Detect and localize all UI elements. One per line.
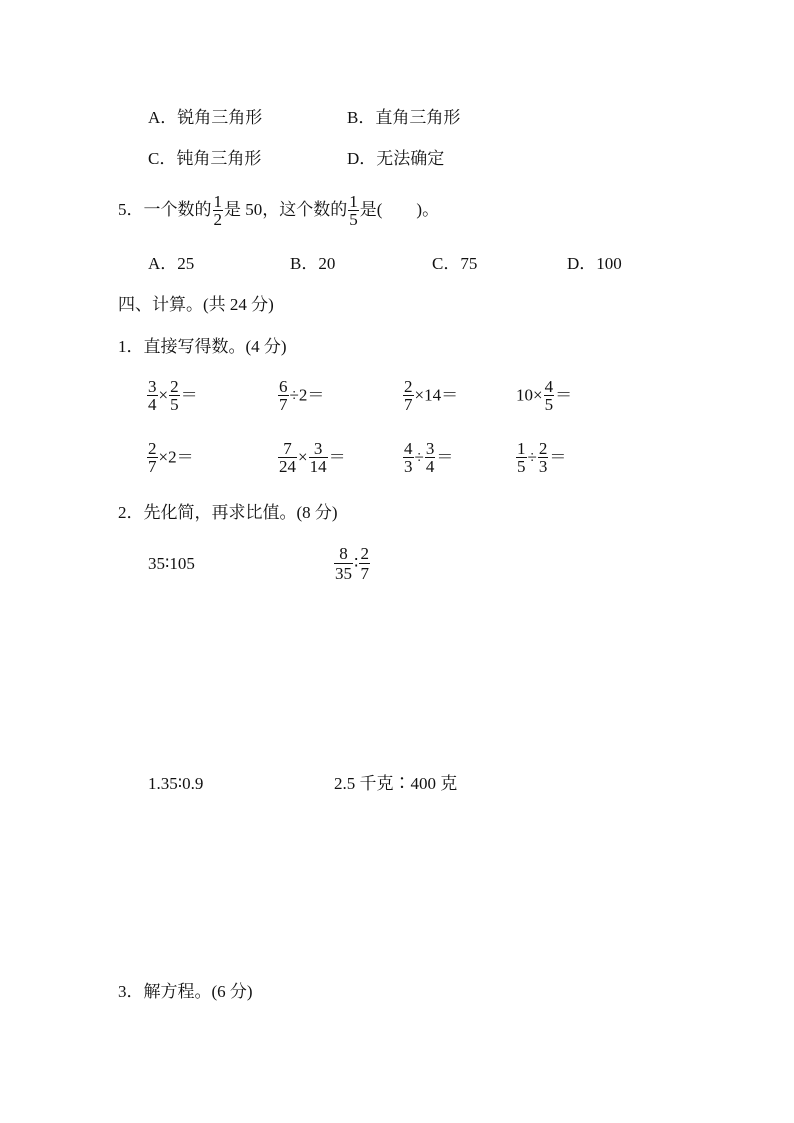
question-number: 5．: [118, 200, 144, 220]
expression-6: $\frac{7}{24}$ × $\frac{3}{14}$ ＝: [279, 439, 346, 476]
fraction: $\frac{3}{14}$: [309, 439, 327, 476]
q5-option-a: A．25: [148, 254, 195, 273]
fraction: $\frac{2}{7}$: [148, 439, 157, 476]
fraction: $\frac{3}{4}$: [425, 439, 435, 476]
ratio-2: $\frac{8}{35}$ ∶ $\frac{2}{7}$: [335, 544, 369, 583]
fraction: $\frac{2}{7}$: [404, 377, 413, 414]
part2-title: 2．先化简，再求比值。(8 分): [118, 503, 338, 522]
fraction: $\frac{7}{24}$: [279, 439, 296, 476]
section-title: 四、计算。(共 24 分): [118, 295, 274, 314]
ratio-3: 1.35∶0.9: [148, 774, 204, 793]
fraction: $\frac{2}{3}$: [538, 439, 548, 476]
option-d: D．无法确定: [347, 149, 445, 168]
fraction: $\frac{4}{3}$: [404, 439, 413, 476]
fraction: $\frac{3}{4}$: [148, 377, 157, 414]
expression-8: $\frac{1}{5}$ ÷ $\frac{2}{3}$ ＝: [517, 439, 567, 476]
expression-1: $\frac{3}{4}$ × $\frac{2}{5}$ ＝: [148, 377, 198, 414]
option-b: B．直角三角形: [347, 108, 461, 127]
fraction: $\frac{1}{5}$: [349, 191, 358, 229]
fraction: $\frac{4}{5}$: [544, 377, 554, 414]
fraction: $\frac{2}{5}$: [170, 377, 179, 414]
q5-option-d: D．100: [567, 254, 622, 273]
ratio-4: 2.5 千克∶400 克: [334, 774, 458, 793]
expression-4: 10× $\frac{4}{5}$ ＝: [516, 377, 573, 414]
fraction: $\frac{1}{2}$: [213, 191, 222, 229]
question-text: 是( )。: [359, 200, 440, 220]
question-text: 一个数的: [143, 200, 212, 220]
question-5: [118, 190, 439, 229]
option-a: A．锐角三角形: [148, 108, 263, 127]
expression-5: $\frac{2}{7}$ ×2＝: [148, 439, 194, 476]
q5-option-b: B．20: [290, 254, 336, 273]
expression-3: $\frac{2}{7}$ ×14＝: [404, 377, 459, 414]
expression-7: $\frac{4}{3}$ ÷ $\frac{3}{4}$ ＝: [404, 439, 454, 476]
fraction: $\frac{1}{5}$: [517, 439, 526, 476]
option-c: C．钝角三角形: [148, 149, 262, 168]
fraction: $\frac{8}{35}$: [335, 544, 352, 583]
expression-2: $\frac{6}{7}$ ÷2＝: [279, 377, 325, 414]
question-text: 是 50，这个数的: [224, 200, 348, 220]
fraction: $\frac{2}{7}$: [360, 544, 369, 583]
ratio-1: 35∶105: [148, 554, 195, 573]
q5-option-c: C．75: [432, 254, 478, 273]
part1-title: 1．直接写得数。(4 分): [118, 337, 287, 356]
part3-title: 3．解方程。(6 分): [118, 982, 253, 1001]
fraction: $\frac{6}{7}$: [279, 377, 288, 414]
